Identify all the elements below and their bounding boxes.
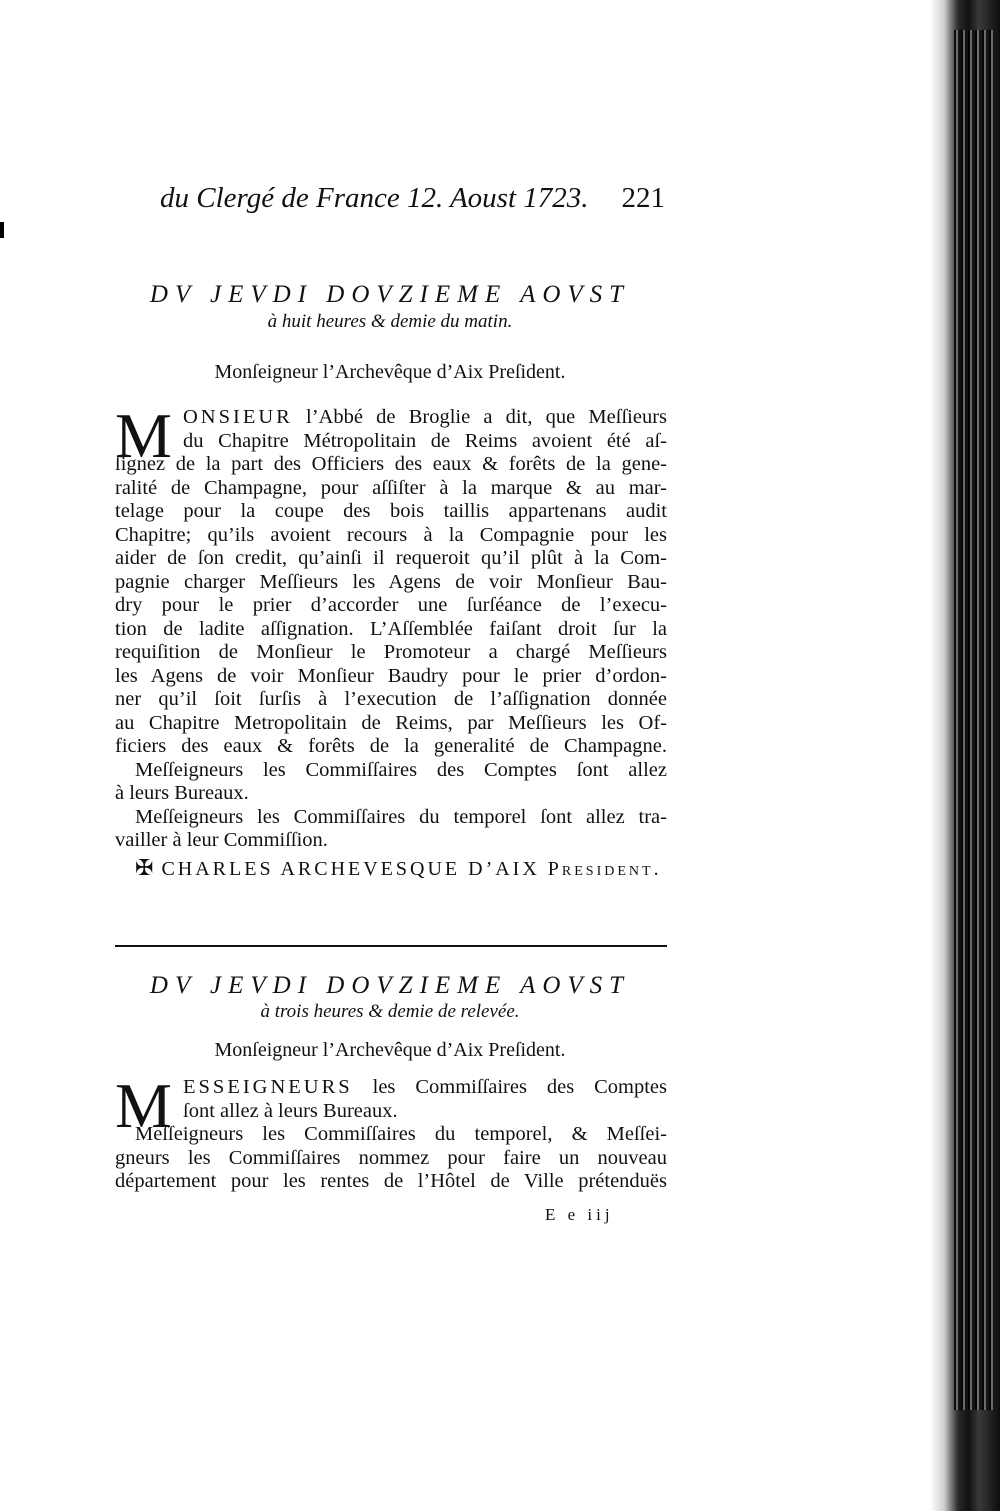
session-1-signature-text: CHARLES ARCHEVESQUE D’AIX Preſident. xyxy=(161,857,662,880)
session-1-subtitle: à huit heures & demie du matin. xyxy=(267,311,513,332)
session-1-line: ralité de Champagne, pour aſſiſter à la marque & au mar- xyxy=(115,476,667,499)
session-1-line: vailler à leur Commiſſion. xyxy=(115,829,328,851)
session-1-line-text: l’Abbé de Broglie a dit, que Meſſieurs xyxy=(292,406,667,428)
session-2-first-word: ESSEIGNEURS xyxy=(183,1076,353,1098)
session-1-line: les Agens de voir Monſieur Baudry pour le prier d’ordon- xyxy=(115,664,667,687)
session-1-line: à leurs Bureaux. xyxy=(115,782,249,804)
session-1-line: Chapitre; qu’ils avoient recours à la Compagnie pour les xyxy=(115,523,667,546)
session-2-title: DV JEVDI DOVZIEME AOVST xyxy=(149,972,631,999)
session-2-dropcap: M xyxy=(115,1070,172,1141)
session-1-signature xyxy=(115,853,667,883)
session-2-subtitle: à trois heures & demie de relevée. xyxy=(260,1001,520,1022)
session-1-line: dry pour le prier d’accorder une ſurſéance de l’execu- xyxy=(115,594,667,616)
session-1-line: au Chapitre Metropolitain de Reims, par Meſſieurs les Of- xyxy=(115,711,667,734)
session-1-body xyxy=(115,400,667,883)
session-2-line xyxy=(115,1076,667,1100)
session-2-line: ſont allez à leurs Bureaux. xyxy=(183,1099,398,1122)
session-2-line: gneurs les Commiſſaires nommez pour faire un nouveau xyxy=(115,1146,667,1169)
cross-icon: ✠ xyxy=(135,854,154,880)
page-number: 221 xyxy=(621,182,665,214)
session-1-line: Meſſeigneurs les Commiſſaires du temporel ſont allez tra- xyxy=(135,805,667,828)
session-1-title: DV JEVDI DOVZIEME AOVST xyxy=(149,281,631,308)
section-divider xyxy=(115,945,667,947)
running-title: du Clergé de France 12. Aoust 1723. xyxy=(160,182,589,214)
session-2-body xyxy=(115,1070,667,1194)
session-1-first-word: ONSIEUR xyxy=(183,406,293,428)
running-header xyxy=(160,182,665,230)
session-1-line: tion de ladite aſſignation. L’Aſſemblée faiſant droit ſur la xyxy=(115,617,667,640)
session-1-line: du Chapitre Métropolitain de Reims avoient été aſ- xyxy=(183,429,667,452)
session-1-line: ficiers des eaux & forêts de la generalité de Champagne. xyxy=(115,735,667,757)
session-1-line: Meſſeigneurs les Commiſſaires des Comptes ſont allez xyxy=(135,758,667,781)
session-1-line: ner qu’il ſoit ſurſis à l’execution de l’aſſignation donnée xyxy=(115,688,667,710)
session-1-dropcap: M xyxy=(115,400,172,471)
session-1-line: ſignez de la part des Officiers des eaux & forêts de la gene- xyxy=(115,453,667,475)
session-2-president: Monſeigneur l’Archevêque d’Aix Preſident. xyxy=(214,1039,566,1061)
margin-mark xyxy=(0,222,4,238)
session-2-line-text: les Commiſſaires des Comptes xyxy=(352,1076,667,1098)
session-1-president: Monſeigneur l’Archevêque d’Aix Preſident. xyxy=(214,361,566,383)
session-2-line: département pour les rentes de l’Hôtel de Ville prétenduës xyxy=(115,1170,667,1192)
book-page-edge-lines xyxy=(954,30,994,1410)
session-1-line: pagnie charger Meſſieurs les Agens de voir Monſieur Bau- xyxy=(115,570,667,593)
session-1-line xyxy=(115,406,667,430)
session-1-line: aider de ſon credit, qu’ainſi il requeroit qu’il plût à la Com- xyxy=(115,547,667,569)
session-2-line: Meſſeigneurs les Commiſſaires du temporel, & Meſſei- xyxy=(135,1123,667,1145)
signature-mark: E e iij xyxy=(545,1205,614,1224)
session-1-line: requiſition de Monſieur le Promoteur a chargé Meſſieurs xyxy=(115,641,667,663)
session-1-line: telage pour la coupe des bois taillis appartenans audit xyxy=(115,500,667,522)
